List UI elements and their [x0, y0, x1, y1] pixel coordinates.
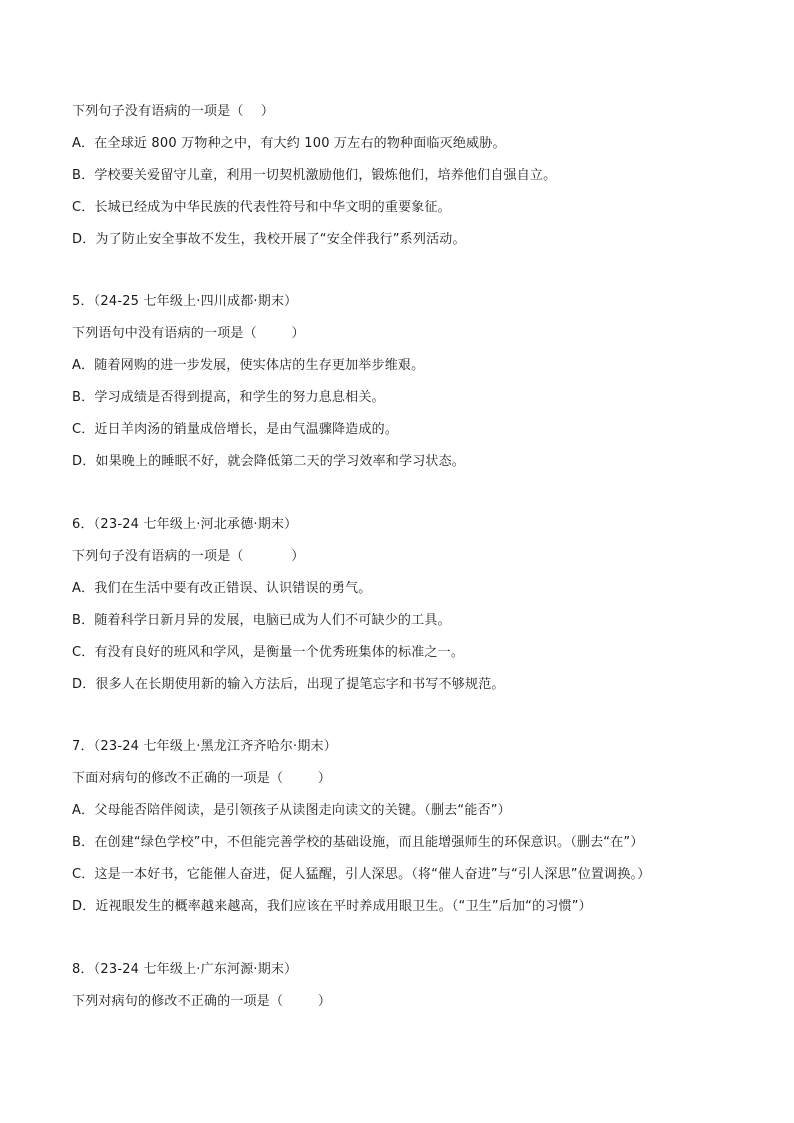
question-header: 5．（24-25 七年级上·四川成都·期末） [72, 294, 298, 309]
option-a: A．在全球近 800 万物种之中，有大约 100 万左右的物种面临灭绝威胁。 [72, 136, 506, 151]
option-d: D．为了防止安全事故不发生，我校开展了“安全伴我行”系列活动。 [72, 232, 466, 247]
question-header: 7．（23-24 七年级上·黑龙江齐齐哈尔·期末） [72, 739, 337, 754]
option-b: B．在创建“绿色学校”中，不但能完善学校的基础设施，而且能增强师生的环保意识。（删去“在”） [72, 835, 644, 850]
question-stem: 下列对病句的修改不正确的一项是（ ） [72, 994, 332, 1009]
question-header: 8．（23-24 七年级上·广东河源·期末） [72, 962, 298, 977]
option-b: B．学习成绩是否得到提高，和学生的努力息息相关。 [72, 390, 385, 405]
option-a: A．父母能否陪伴阅读，是引领孩子从读图走向读文的关键。（删去“能否”） [72, 803, 511, 818]
option-a: A．我们在生活中要有改正错误、认识错误的勇气。 [72, 581, 372, 596]
question-stem: 下面对病句的修改不正确的一项是（ ） [72, 771, 332, 786]
option-c: C．近日羊肉汤的销量成倍增长，是由气温骤降造成的。 [72, 422, 399, 437]
question-stem: 下列句子没有语病的一项是（ ） [72, 104, 275, 119]
option-c: C．这是一本好书，它能催人奋进，促人猛醒，引人深思。（将“催人奋进”与“引人深思”位置调换。） [72, 867, 651, 882]
option-c: C．长城已经成为中华民族的代表性符号和中华文明的重要象征。 [72, 200, 451, 215]
question-header: 6．（23-24 七年级上·河北承德·期末） [72, 517, 298, 532]
question-stem: 下列句子没有语病的一项是（ ） [72, 549, 305, 564]
question-stem: 下列语句中没有语病的一项是（ ） [72, 326, 305, 341]
option-d: D．很多人在长期使用新的输入方法后，出现了提笔忘字和书写不够规范。 [72, 677, 505, 692]
option-d: D．如果晚上的睡眠不好，就会降低第二天的学习效率和学习状态。 [72, 454, 466, 469]
option-b: B．随着科学日新月异的发展，电脑已成为人们不可缺少的工具。 [72, 613, 451, 628]
option-d: D．近视眼发生的概率越来越高，我们应该在平时养成用眼卫生。（“卫生”后加“的习惯”） [72, 899, 592, 914]
option-b: B．学校要关爱留守儿童，利用一切契机激励他们，锻炼他们，培养他们自强自立。 [72, 168, 557, 183]
option-c: C．有没有良好的班风和学风，是衡量一个优秀班集体的标准之一。 [72, 645, 465, 660]
option-a: A．随着网购的进一步发展，使实体店的生存更加举步维艰。 [72, 358, 425, 373]
